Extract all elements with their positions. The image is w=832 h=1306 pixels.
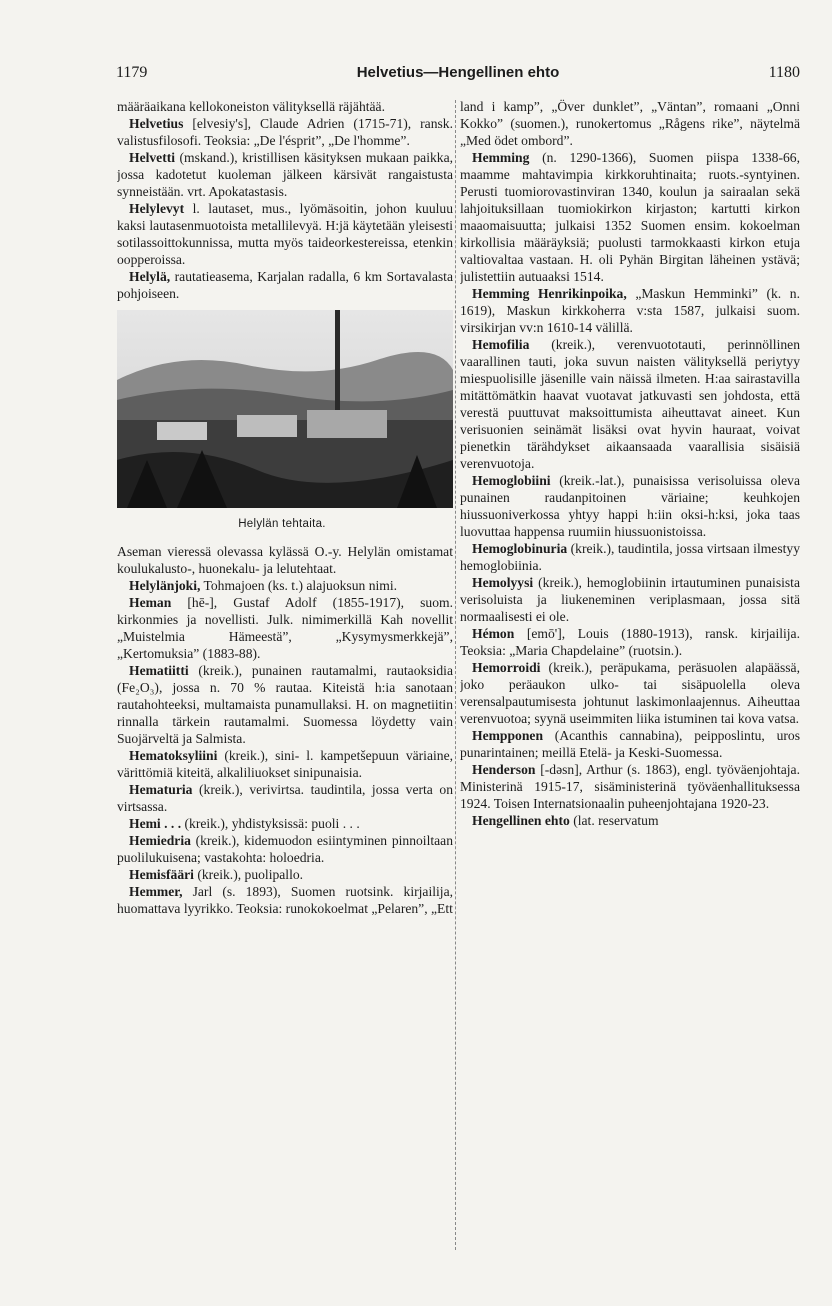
entry-headword: Hemming — [472, 150, 530, 165]
dictionary-entry — [117, 832, 453, 866]
entry-headword: Henderson — [472, 762, 536, 777]
entry-headword: Hematuria — [129, 782, 193, 797]
entry-headword: Hematoksyliini — [129, 748, 218, 763]
entry-headword: Hemi . . . — [129, 816, 182, 831]
entry-text: (lat. reservatum — [573, 813, 659, 828]
dictionary-entry — [460, 149, 800, 285]
dictionary-entry — [117, 866, 453, 883]
entry-headword: Hemoglobinuria — [472, 541, 568, 556]
entry-headword: Helylänjoki, — [129, 578, 201, 593]
dictionary-entry — [117, 577, 453, 594]
entry-headword: Hémon — [472, 626, 515, 641]
dictionary-entry — [460, 98, 800, 149]
entry-text: land i kamp”, „Över dunklet”, „Väntan”, romaani „Onni Kokko” (suomen.), runokertomus „Rågens rike”, näytelmä „Med ödet ombord”. — [460, 99, 800, 148]
entry-headword: Helylevyt — [129, 201, 185, 216]
dictionary-entry — [460, 540, 800, 574]
dictionary-entry — [117, 662, 453, 747]
dictionary-entry — [117, 98, 453, 115]
entry-text: määräaikana kellokoneiston välityksellä räjähtää. — [117, 99, 385, 114]
dictionary-entry — [117, 594, 453, 662]
entry-text: „Maskun Hemminki” (k. n. 1619), Maskun kirkkoherra v:sta 1587, julkaisi suom. virsikirjan vv:n 1610-14 välillä. — [460, 286, 800, 335]
dictionary-entry — [117, 149, 453, 200]
dictionary-entry — [117, 543, 453, 577]
dictionary-entry — [460, 727, 800, 761]
entry-text: (kreik.), sini- l. kampetšepuun väriaine, värittömiä kiteitä, alkaliliuokset sinipunaisia. — [117, 748, 453, 780]
dictionary-entry — [460, 625, 800, 659]
dictionary-entry — [117, 815, 453, 832]
page-header — [116, 64, 800, 88]
right-column — [460, 98, 800, 1278]
entry-text: l. lautaset, mus., lyömäsoitin, johon kuuluu kaksi lautasenmuotoista metallilevyä. H:jä käytetään yleisesti sotilassoittokunnissa, mutta myös taideorkestereissa, etenkin oopperoissa. — [117, 201, 453, 267]
dictionary-entry — [117, 747, 453, 781]
dictionary-entry — [117, 268, 453, 302]
factory-photo — [117, 310, 453, 508]
figure — [117, 310, 447, 533]
entry-text: Aseman vieressä olevassa kylässä O.-y. Helylän omistamat koulukalusto-, huonekalu- ja lelutehtaat. — [117, 544, 453, 576]
entry-headword: Hemiedria — [129, 833, 191, 848]
entry-headword: Helylä, — [129, 269, 171, 284]
dictionary-entry — [460, 285, 800, 336]
entry-headword: Hemmer, — [129, 884, 183, 899]
entry-text: Tohmajoen (ks. t.) alajuoksun nimi. — [203, 578, 398, 593]
entry-text: (Acanthis cannabina), peipposlintu, uros punarintainen; meillä Etelä- ja Keski-Suomessa. — [460, 728, 800, 760]
entry-text: (mskand.), kristillisen käsityksen mukaan paikka, jossa kadotetut kuoleman jälkeen kärsivät rangaistusta synneistään. vrt. Apokatastasis. — [117, 150, 453, 199]
entry-text: [-dəsn], Arthur (s. 1863), engl. työväenjohtaja. Ministerinä 1915-17, sisäministerinä työväenhallituksessa 1924. Toisen Internatsionaalin puheenjohtajana 1920-23. — [460, 762, 800, 811]
entry-text: (kreik.), kidemuodon esiintyminen pinnoiltaan puolilukuisena; vastakohta: holoedria. — [117, 833, 453, 865]
entry-headword: Hemolyysi — [472, 575, 534, 590]
entry-headword: Helvetti — [129, 150, 176, 165]
left-column — [117, 98, 453, 1278]
entry-headword: Hempponen — [472, 728, 544, 743]
entry-text: (kreik.), verenvuototauti, perinnöllinen vaarallinen tauti, joka suvun naisten välityksellä periytyy miespuolisille jäsenille vain näissä ilmeten. H:aa sairastavilla mitättömätkin haavat vuotavat jatkuvasti sen johdosta, että verestä puuttuvat maksoittumista aiheuttavat aineet. Kun verisuonien seinämät lisäksi ovat hyvin hauraat, voivat pienetkin tärähdykset aikaansaada vaarallisia sisäisiä verenvuotoja. — [460, 337, 800, 471]
entry-text: [elvesiy's], Claude Adrien (1715-71), ransk. valistusfilosofi. Teoksia: „De l'ésprit”, „De l'homme”. — [117, 116, 453, 148]
dictionary-entry — [460, 659, 800, 727]
dictionary-entry — [460, 574, 800, 625]
dictionary-entry — [460, 812, 800, 829]
entry-headword: Helvetius — [129, 116, 184, 131]
entry-text: (kreik.), yhdistyksissä: puoli . . . — [184, 816, 360, 831]
entry-text: Jarl (s. 1893), Suomen ruotsink. kirjailija, huomattava lyyrikko. Teoksia: runokokoelmat „Pelaren”, „Ett — [117, 884, 453, 916]
page-number-right: 1180 — [768, 64, 800, 81]
entry-headword: Hemisfääri — [129, 867, 194, 882]
entry-headword: Hengellinen ehto — [472, 813, 570, 828]
dictionary-entry — [117, 781, 453, 815]
entry-text: [emō'], Louis (1880-1913), ransk. kirjailija. Teoksia: „Maria Chapdelaine” (ruotsin.). — [460, 626, 800, 658]
running-title: Helvetius—Hengellinen ehto — [356, 64, 560, 81]
entry-headword: Hemofilia — [472, 337, 530, 352]
entry-text: rautatieasema, Karjalan radalla, 6 km Sortavalasta pohjoiseen. — [117, 269, 453, 301]
entry-text: [hē-], Gustaf Adolf (1855-1917), suom. kirkonmies ja novellisti. Julk. nimimerkillä Kah novellit „Muistelmia Hämeestä”, „Kysymysmerkkejä”, „Kertomuksia” (1883-88). — [117, 595, 453, 661]
dictionary-entry — [460, 336, 800, 472]
figure-caption: Helylän tehtaita. — [238, 518, 326, 530]
dictionary-entry — [460, 472, 800, 540]
dictionary-entry — [117, 883, 453, 917]
entry-headword: Hemorroidi — [472, 660, 541, 675]
entry-headword: Hemming Henrikinpoika, — [472, 286, 627, 301]
column-divider — [455, 100, 456, 1250]
dictionary-entry — [117, 115, 453, 149]
dictionary-entry — [117, 200, 453, 268]
entry-text: (kreik.-lat.), punaisissa verisoluissa oleva punainen raudanpitoinen väriaine; keuhkojen hiussuoniverkossa yhtyy happi h:iin oksi-h:ksi, joka taas luovuttaa happensa ruumiin hiussuonistoissa. — [460, 473, 800, 539]
entry-text: (kreik.), puolipallo. — [197, 867, 304, 882]
entry-headword: Hematiitti — [129, 663, 189, 678]
entry-text: (kreik.), peräpukama, peräsuolen alapäässä, joko peräaukon ulko- tai sisäpuolella oleva verensalpautumisesta johtunut laskimonlaajennus. Aiheuttaa verenvuotoa; syynä useimmiten liika istuminen tai kova vatsa. — [460, 660, 800, 726]
entry-headword: Heman — [129, 595, 172, 610]
entry-headword: Hemoglobiini — [472, 473, 551, 488]
entry-text: (n. 1290-1366), Suomen piispa 1338-66, maamme mahtavimpia kirkkoruhtinaita; ruots.-syntyinen. Perusti tuomiorovastinviran 1340, koulun ja sairaalan sekä lahjoituksillaan tuomiokirkon kirjaston; kartutti kirkon maaomaisuutta; julkaisi 1352 Suomen ensim. kokoelman kirkollisia määräyksiä; puolusti tarmokkaasti kirkon etuja valtiovaltaa vastaan. H. oli Pyhän Birgitan läheinen ystävä; julistettiin autuaaksi 1514. — [460, 150, 800, 284]
entry-text: (kreik.), verivirtsa. taudintila, jossa verta on virtsassa. — [117, 782, 453, 814]
dictionary-entry — [460, 761, 800, 812]
entry-text: (kreik.), punainen rautamalmi, rautaoksidia (Fe₂O₃), jossa n. 70 % rautaa. Kiteistä h:ia sanotaan rautahohteeksi, multamaista punamullaksi. H. on magnetiitin rinnalla tärkein rautamalmi. Suomessa löydetty vain Suojärveltä ja Salmista. — [117, 663, 453, 746]
page-number-left: 1179 — [116, 64, 148, 81]
entry-text: (kreik.), hemoglobiinin irtautuminen punaisista verisoluista ja liukeneminen veriplasmaan, jossa sitä normaalisesti ei ole. — [460, 575, 800, 624]
entry-text: (kreik.), taudintila, jossa virtsaan ilmestyy hemoglobiinia. — [460, 541, 800, 573]
